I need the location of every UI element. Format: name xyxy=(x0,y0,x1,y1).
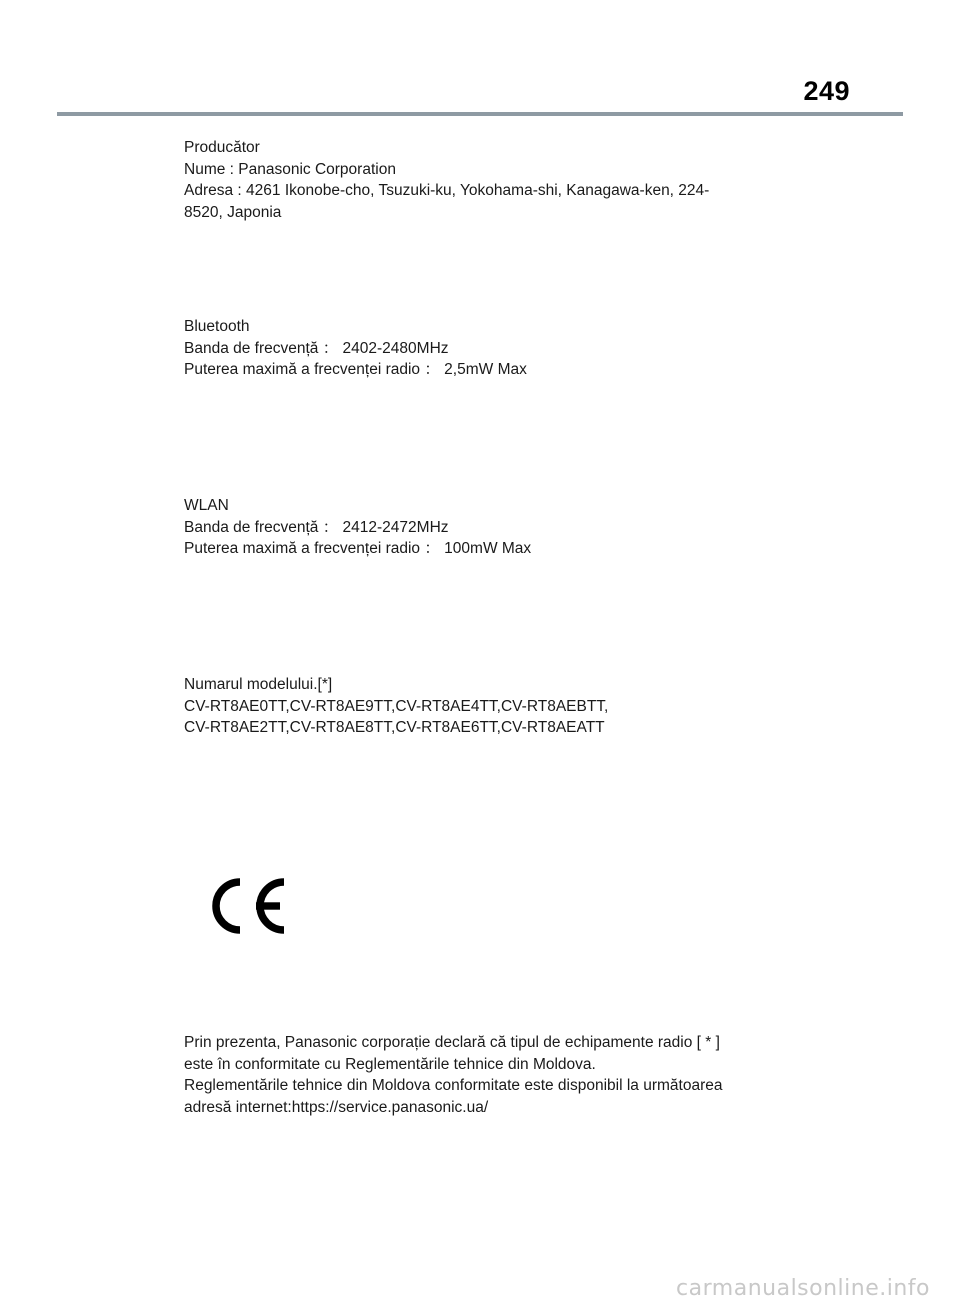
producer-section xyxy=(184,137,804,223)
wlan-section xyxy=(184,495,804,560)
declaration-line: este în conformitate cu Reglementările tehnice din Moldova. xyxy=(184,1055,596,1073)
model-numbers-heading: Numarul modelului.[*] xyxy=(184,676,333,693)
bluetooth-band: Banda de frecvență ： 2402-2480MHz xyxy=(184,339,449,357)
model-numbers-section xyxy=(184,674,804,739)
producer-address-cont: 8520, Japonia xyxy=(184,203,282,221)
model-numbers-line: CV-RT8AE0TT,CV-RT8AE9TT,CV-RT8AE4TT,CV-RT8AEBTT, xyxy=(184,697,609,715)
wlan-band: Banda de frecvență ： 2412-2472MHz xyxy=(184,518,449,536)
producer-name: Nume : Panasonic Corporation xyxy=(184,160,396,178)
model-numbers-line: CV-RT8AE2TT,CV-RT8AE8TT,CV-RT8AE6TT,CV-RT8AEATT xyxy=(184,719,605,736)
declaration-section xyxy=(184,1032,804,1118)
bluetooth-section xyxy=(184,316,804,381)
ce-mark-icon xyxy=(206,876,286,936)
page-number: 249 xyxy=(803,76,850,106)
declaration-link: adresă internet:https://service.panasonic.ua/ xyxy=(184,1098,489,1116)
producer-heading: Producător xyxy=(184,139,260,156)
wlan-power: Puterea maximă a frecvenței radio ： 100mW Max xyxy=(184,540,532,557)
wlan-heading: WLAN xyxy=(184,497,229,514)
watermark: carmanualsonline.info xyxy=(676,1276,930,1301)
header-divider xyxy=(57,112,903,116)
bluetooth-power: Puterea maximă a frecvenței radio ： 2,5mW Max xyxy=(184,361,527,378)
declaration-line: Reglementările tehnice din Moldova conformitate este disponibil la următoarea xyxy=(184,1077,723,1094)
producer-address: Adresa : 4261 Ikonobe-cho, Tsuzuki-ku, Yokohama-shi, Kanagawa-ken, 224- xyxy=(184,182,710,199)
declaration-line: Prin prezenta, Panasonic corporație declară că tipul de echipamente radio [ * ] xyxy=(184,1034,720,1051)
bluetooth-heading: Bluetooth xyxy=(184,318,250,335)
